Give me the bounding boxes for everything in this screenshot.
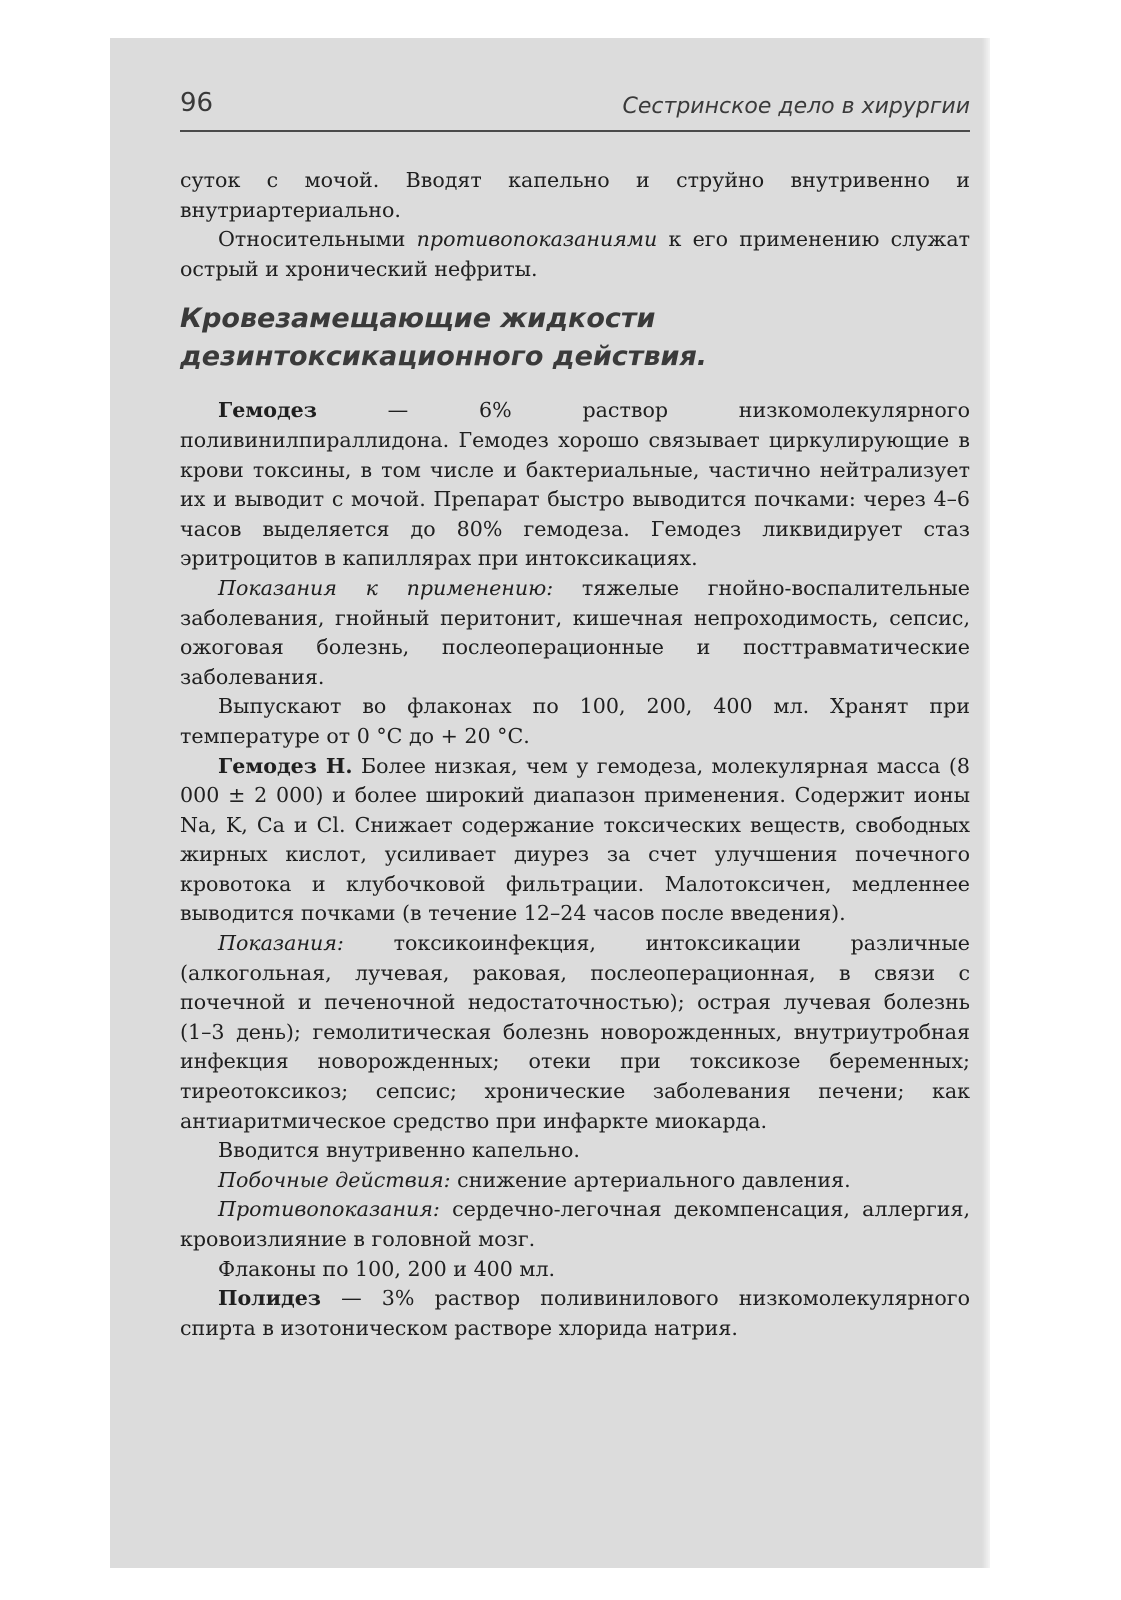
paragraph-text: Относительными — [218, 227, 417, 252]
paragraph-text: снижение артериального давления. — [450, 1167, 851, 1192]
paragraph — [180, 929, 970, 1136]
paragraph — [180, 1255, 970, 1285]
paragraph — [180, 1195, 970, 1254]
italic-label: Побочные действия: — [218, 1167, 451, 1192]
body-text — [180, 166, 970, 1343]
paragraph-text: Выпускают во флаконах по 100, 200, 400 мл. Хранят при температуре от 0 °С до + 20 °С. — [180, 694, 970, 748]
page-number: 96 — [180, 88, 214, 118]
paragraph — [180, 574, 970, 692]
header-divider — [180, 130, 970, 132]
drug-name: Гемодез Н. — [218, 753, 353, 778]
page-spine-shadow — [982, 38, 990, 1568]
emphasis-term: противопоказаниями — [416, 227, 658, 252]
scanned-page — [110, 38, 990, 1568]
paragraph-text: тяжелые гнойно-воспалительные заболевания, гнойный перитонит, кишечная непроходимость, сепсис, ожоговая болезнь, послеоперационные и посттравматические заболевания. — [180, 575, 970, 689]
section-heading-line: дезинтоксикационного действия. — [180, 341, 708, 373]
running-title: Сестринское дело в хирургии — [622, 94, 970, 119]
paragraph-text: к его применению служат острый и хронический нефриты. — [180, 227, 970, 281]
section-heading — [180, 300, 970, 376]
paragraph-text: Более низкая, чем у гемодеза, молекулярная масса (8 000 ± 2 000) и более широкий диапазон применения. Содержит ионы Na, K, Ca и Cl. Снижает содержание токсических веществ, свободных жирных кислот, усиливает диурез за счет улучшения почечного кровотока и клубочковой фильтрации. Малотоксичен, медленнее выводится почками (в течение 12–24 часов после введения). — [180, 753, 970, 926]
paragraph-text: — 6% раствор низкомолекулярного поливинилпираллидона. Гемодез хорошо связывает циркулирующие в крови токсины, в том числе и бактериальные, частично нейтрализует их и выводит с мочой. Препарат быстро выводится почками: через 4–6 часов выделяется до 80% гемодеза. Гемодез ликвидирует стаз эритроцитов в капиллярах при интоксикациях. — [180, 398, 970, 571]
paragraph-text: Вводится внутривенно капельно. — [218, 1138, 580, 1163]
paragraph-text: токсикоинфекция, интоксикации различные (алкогольная, лучевая, раковая, послеоперационная, в связи с почечной и печеночной недостаточностью); острая лучевая болезнь (1–3 день); гемолитическая болезнь новорожденных, внутриутробная инфекция новорожденных; отеки при токсикозе беременных; тиреотоксикоз; сепсис; хронические заболевания печени; как антиаритмическое средство при инфаркте миокарда. — [180, 931, 970, 1133]
drug-name: Полидез — [218, 1286, 321, 1311]
paragraph — [180, 166, 970, 225]
paragraph — [180, 752, 970, 930]
paragraph — [180, 1136, 970, 1166]
paragraph — [180, 396, 970, 574]
section-heading-line: Кровезамещающие жидкости — [180, 303, 656, 335]
paragraph — [180, 1166, 970, 1196]
paragraph-text: — 3% раствор поливинилового низкомолекулярного спирта в изотоническом растворе хлорида натрия. — [180, 1286, 970, 1340]
italic-label: Показания: — [218, 931, 344, 956]
paragraph — [180, 225, 970, 284]
paragraph — [180, 1284, 970, 1343]
paragraph-text: сердечно-легочная декомпенсация, аллергия, кровоизлияние в головной мозг. — [180, 1197, 970, 1251]
italic-label: Противопоказания: — [218, 1197, 440, 1222]
paragraph-text: Флаконы по 100, 200 и 400 мл. — [218, 1256, 556, 1281]
drug-name: Гемодез — [218, 398, 317, 423]
paragraph-text: суток с мочой. Вводят капельно и струйно внутривенно и внутриартериально. — [180, 168, 970, 222]
paragraph — [180, 692, 970, 751]
page-header — [180, 88, 970, 122]
italic-label: Показания к применению: — [218, 575, 554, 600]
